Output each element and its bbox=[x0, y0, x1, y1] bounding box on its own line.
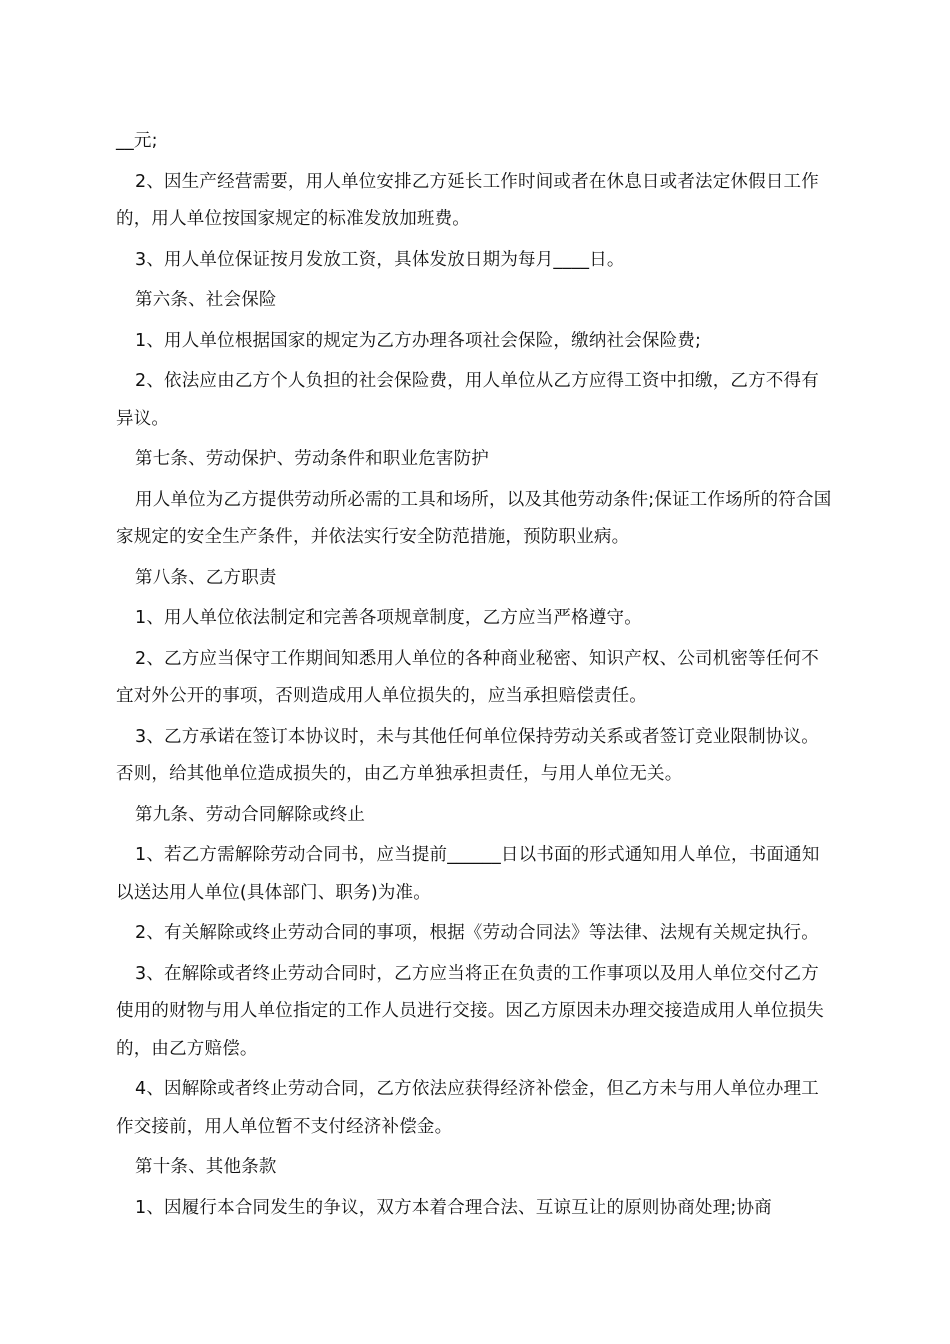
section-heading-termination: 第九条、劳动合同解除或终止 bbox=[135, 804, 366, 825]
paragraph-termination-4: 4、因解除或者终止劳动合同，乙方依法应获得经济补偿金，但乙方未与用人单位办理工作交接前，用人单位暂不支付经济补偿金。 bbox=[116, 1079, 819, 1137]
paragraph-pay-date: 3、用人单位保证按月发放工资，具体发放日期为每月____日。 bbox=[135, 249, 625, 270]
paragraph-other-terms-1: 1、因履行本合同发生的争议，双方本着合理合法、互谅互让的原则协商处理;协商 bbox=[135, 1197, 772, 1218]
paragraph-duties-3: 3、乙方承诺在签订本协议时，未与其他任何单位保持劳动关系或者签订竞业限制协议。否则，给其他单位造成损失的，由乙方单独承担责任，与用人单位无关。 bbox=[116, 726, 819, 784]
section-heading-social-insurance: 第六条、社会保险 bbox=[135, 290, 277, 310]
paragraph-termination-1: 1、若乙方需解除劳动合同书，应当提前______日以书面的形式通知用人单位，书面通知以送达用人单位(具体部门、职务)为准。 bbox=[116, 845, 820, 903]
paragraph-wage-amount: __元; bbox=[116, 131, 158, 151]
paragraph-insurance-2: 2、依法应由乙方个人负担的社会保险费，用人单位从乙方应得工资中扣缴，乙方不得有异议。 bbox=[116, 371, 819, 429]
paragraph-duties-1: 1、用人单位依法制定和完善各项规章制度，乙方应当严格遵守。 bbox=[135, 608, 642, 628]
paragraph-termination-3: 3、在解除或者终止劳动合同时，乙方应当将正在负责的工作事项以及用人单位交付乙方使用的财物与用人单位指定的工作人员进行交接。因乙方原因未办理交接造成用人单位损失的，由乙方赔偿。 bbox=[116, 963, 824, 1059]
paragraph-insurance-1: 1、用人单位根据国家的规定为乙方办理各项社会保险，缴纳社会保险费; bbox=[135, 330, 702, 351]
document-body bbox=[116, 123, 836, 1230]
paragraph-termination-2: 2、有关解除或终止劳动合同的事项，根据《劳动合同法》等法律、法规有关规定执行。 bbox=[135, 923, 819, 943]
section-heading-labor-protection: 第七条、劳动保护、劳动条件和职业危害防护 bbox=[135, 449, 489, 469]
paragraph-labor-protection: 用人单位为乙方提供劳动所必需的工具和场所，以及其他劳动条件;保证工作场所的符合国家规定的安全生产条件，并依法实行安全防范措施，预防职业病。 bbox=[116, 489, 832, 547]
paragraph-duties-2: 2、乙方应当保守工作期间知悉用人单位的各种商业秘密、知识产权、公司机密等任何不宜对外公开的事项，否则造成用人单位损失的，应当承担赔偿责任。 bbox=[116, 648, 819, 706]
section-heading-other-terms: 第十条、其他条款 bbox=[135, 1157, 277, 1177]
paragraph-overtime: 2、因生产经营需要，用人单位安排乙方延长工作时间或者在休息日或者法定休假日工作的，用人单位按国家规定的标准发放加班费。 bbox=[116, 171, 819, 229]
section-heading-duties: 第八条、乙方职责 bbox=[135, 567, 277, 588]
